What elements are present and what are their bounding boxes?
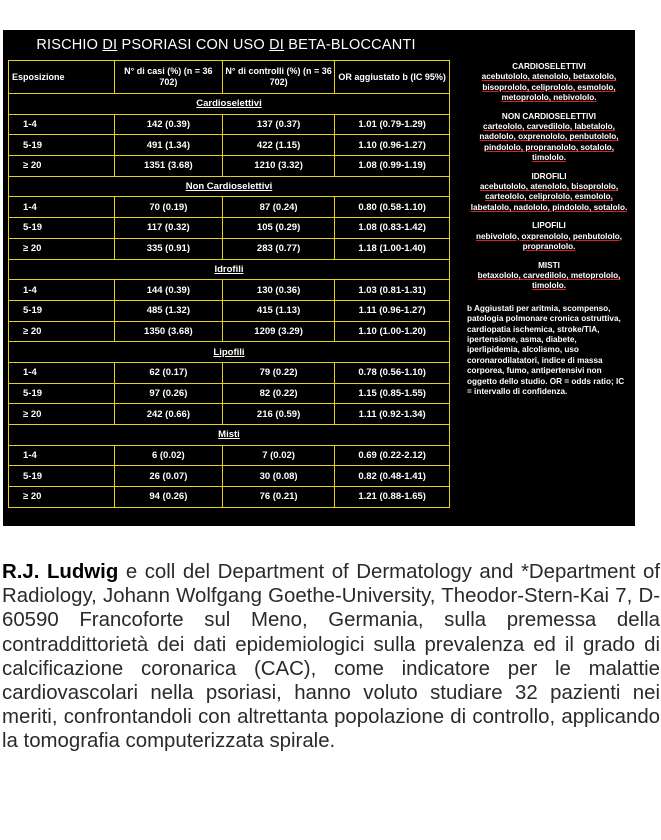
cell-controls: 1210 (3.32) xyxy=(222,156,334,177)
table-row xyxy=(9,445,450,466)
table-row xyxy=(9,321,450,342)
table-row xyxy=(9,114,450,135)
cell-exposure: ≥ 20 xyxy=(9,487,115,508)
table-row xyxy=(9,238,450,259)
header-exposure: Esposizione xyxy=(9,61,115,94)
cell-controls: 415 (1.13) xyxy=(222,300,334,321)
group-name: Idrofili xyxy=(9,259,450,280)
risk-table xyxy=(8,60,450,508)
slide-title xyxy=(3,37,449,53)
legend-drug-list: acebutololo, atenololo, bisoprololo, carteololo, celiprololo, esmololo, labetalolo, nadololo, pindololo, sotalolo. xyxy=(470,182,628,212)
article-paragraph xyxy=(2,560,660,754)
cell-controls: 137 (0.37) xyxy=(222,114,334,135)
cell-cases: 491 (1.34) xyxy=(114,135,222,156)
legend-heading: NON CARDIOSELETTIVI xyxy=(501,111,597,121)
cell-exposure: 1-4 xyxy=(9,362,115,383)
cell-or: 0.78 (0.56-1.10) xyxy=(335,362,450,383)
table-row xyxy=(9,466,450,487)
paragraph-text: e coll del Department of Dermatology and *Department of Radiology, Johann Wolfgang Goethe-University, Theodor-Stern-Kai 7, D-60590 Francoforte sul Meno, Germania, sulla premessa della contraddittorietà dei dati epidemiologici sulla prevalenza ed il grado di calcificazione coronarica (CAC), come indicatore per le malattie cardiovascolari nella psoriasi, hanno voluto studiare 32 pazienti nei meriti, confrontandoli con altrettanta popolazione di controllo, applicando la tomografia computerizzata spirale. xyxy=(2,561,660,753)
legend-drug-list: carteololo, carvedilolo, labetalolo, nadololo, oxprenololo, penbutololo, pindololo, propranololo, sotalolo, timololo. xyxy=(479,122,619,163)
cell-cases: 62 (0.17) xyxy=(114,362,222,383)
cell-cases: 70 (0.19) xyxy=(114,197,222,218)
cell-controls: 76 (0.21) xyxy=(222,487,334,508)
table-row xyxy=(9,280,450,301)
legend-heading: CARDIOSELETTIVI xyxy=(512,62,586,71)
cell-cases: 335 (0.91) xyxy=(114,238,222,259)
title-part: DI xyxy=(102,37,118,53)
cell-or: 1.01 (0.79-1.29) xyxy=(335,114,450,135)
legend-heading: IDROFILI xyxy=(531,171,567,181)
legend-heading: LIPOFILI xyxy=(532,221,566,231)
table-row xyxy=(9,362,450,383)
group-header-row xyxy=(9,94,450,115)
cell-controls: 130 (0.36) xyxy=(222,280,334,301)
cell-exposure: 1-4 xyxy=(9,197,115,218)
cell-or: 1.03 (0.81-1.31) xyxy=(335,280,450,301)
cell-cases: 144 (0.39) xyxy=(114,280,222,301)
cell-exposure: 5-19 xyxy=(9,466,115,487)
cell-controls: 283 (0.77) xyxy=(222,238,334,259)
table-row xyxy=(9,135,450,156)
cell-cases: 142 (0.39) xyxy=(114,114,222,135)
cell-exposure: 5-19 xyxy=(9,300,115,321)
cell-exposure: 1-4 xyxy=(9,445,115,466)
cell-controls: 1209 (3.29) xyxy=(222,321,334,342)
title-part: DI xyxy=(269,37,285,53)
table-row xyxy=(9,218,450,239)
drug-class-legend xyxy=(467,62,631,397)
group-header-row xyxy=(9,342,450,363)
group-name: Non Cardioselettivi xyxy=(9,176,450,197)
table-body xyxy=(9,94,450,508)
cell-exposure: 5-19 xyxy=(9,135,115,156)
slide-image xyxy=(3,30,635,526)
header-or: OR aggiustato b (IC 95%) xyxy=(335,61,450,94)
footnote: b Aggiustati per aritmia, scompenso, patologia polmonare cronica ostruttiva, cardiopatia ischemica, stroke/TIA, ipertensione, asma, diabete, iperlipidemia, alcolismo, uso coronarodilatatori, indice di massa corporea, fumo, antipertensivi non oggetto dello studio. OR = odds ratio; IC = intervallo di confidenza. xyxy=(467,303,625,396)
cell-controls: 79 (0.22) xyxy=(222,362,334,383)
cell-cases: 6 (0.02) xyxy=(114,445,222,466)
cell-exposure: 1-4 xyxy=(9,280,115,301)
cell-or: 1.10 (1.00-1.20) xyxy=(335,321,450,342)
cell-cases: 97 (0.26) xyxy=(114,383,222,404)
cell-controls: 82 (0.22) xyxy=(222,383,334,404)
cell-cases: 485 (1.32) xyxy=(114,300,222,321)
cell-controls: 422 (1.15) xyxy=(222,135,334,156)
cell-or: 1.15 (0.85-1.55) xyxy=(335,383,450,404)
title-part: PSORIASI CON USO xyxy=(117,37,270,53)
group-header-row xyxy=(9,259,450,280)
header-cases: N° di casi (%) (n = 36 702) xyxy=(114,61,222,94)
group-name: Lipofili xyxy=(9,342,450,363)
cell-exposure: ≥ 20 xyxy=(9,404,115,425)
table-row xyxy=(9,487,450,508)
cell-cases: 117 (0.32) xyxy=(114,218,222,239)
cell-cases: 1350 (3.68) xyxy=(114,321,222,342)
cell-or: 0.82 (0.48-1.41) xyxy=(335,466,450,487)
cell-exposure: 5-19 xyxy=(9,218,115,239)
cell-or: 1.18 (1.00-1.40) xyxy=(335,238,450,259)
cell-or: 1.11 (0.96-1.27) xyxy=(335,300,450,321)
legend-drug-list: betaxololo, carvedilolo, metoprololo, timololo. xyxy=(477,270,621,291)
cell-cases: 1351 (3.68) xyxy=(114,156,222,177)
group-header-row xyxy=(9,425,450,446)
table-row xyxy=(9,383,450,404)
cell-cases: 242 (0.66) xyxy=(114,404,222,425)
group-name: Misti xyxy=(9,425,450,446)
legend-drug-list: acebutololo, atenololo, betaxololo, bisoprololo, celiprololo, esmololo, metoprololo, nebivololo. xyxy=(481,72,617,103)
cell-or: 0.80 (0.58-1.10) xyxy=(335,197,450,218)
cell-controls: 216 (0.59) xyxy=(222,404,334,425)
cell-or: 1.11 (0.92-1.34) xyxy=(335,404,450,425)
table-row xyxy=(9,300,450,321)
table-row xyxy=(9,197,450,218)
title-part: BETA-BLOCCANTI xyxy=(284,37,416,53)
cell-controls: 87 (0.24) xyxy=(222,197,334,218)
cell-exposure: ≥ 20 xyxy=(9,156,115,177)
legend-drug-list: nebivololo, oxprenololo, penbutololo, propranololo. xyxy=(476,231,622,252)
group-name: Cardioselettivi xyxy=(9,94,450,115)
cell-exposure: 1-4 xyxy=(9,114,115,135)
cell-controls: 105 (0.29) xyxy=(222,218,334,239)
cell-or: 1.08 (0.99-1.19) xyxy=(335,156,450,177)
header-controls: N° di controlli (%) (n = 36 702) xyxy=(222,61,334,94)
cell-exposure: ≥ 20 xyxy=(9,321,115,342)
cell-controls: 30 (0.08) xyxy=(222,466,334,487)
cell-exposure: ≥ 20 xyxy=(9,238,115,259)
cell-controls: 7 (0.02) xyxy=(222,445,334,466)
cell-cases: 26 (0.07) xyxy=(114,466,222,487)
legend-heading: MISTI xyxy=(538,260,560,270)
cell-exposure: 5-19 xyxy=(9,383,115,404)
table-header-row xyxy=(9,61,450,94)
cell-or: 0.69 (0.22-2.12) xyxy=(335,445,450,466)
title-part: RISCHIO xyxy=(36,37,103,53)
table-row xyxy=(9,156,450,177)
cell-or: 1.08 (0.83-1.42) xyxy=(335,218,450,239)
cell-or: 1.21 (0.88-1.65) xyxy=(335,487,450,508)
author-name: R.J. Ludwig xyxy=(2,561,119,583)
cell-or: 1.10 (0.96-1.27) xyxy=(335,135,450,156)
table-row xyxy=(9,404,450,425)
cell-cases: 94 (0.26) xyxy=(114,487,222,508)
group-header-row xyxy=(9,176,450,197)
